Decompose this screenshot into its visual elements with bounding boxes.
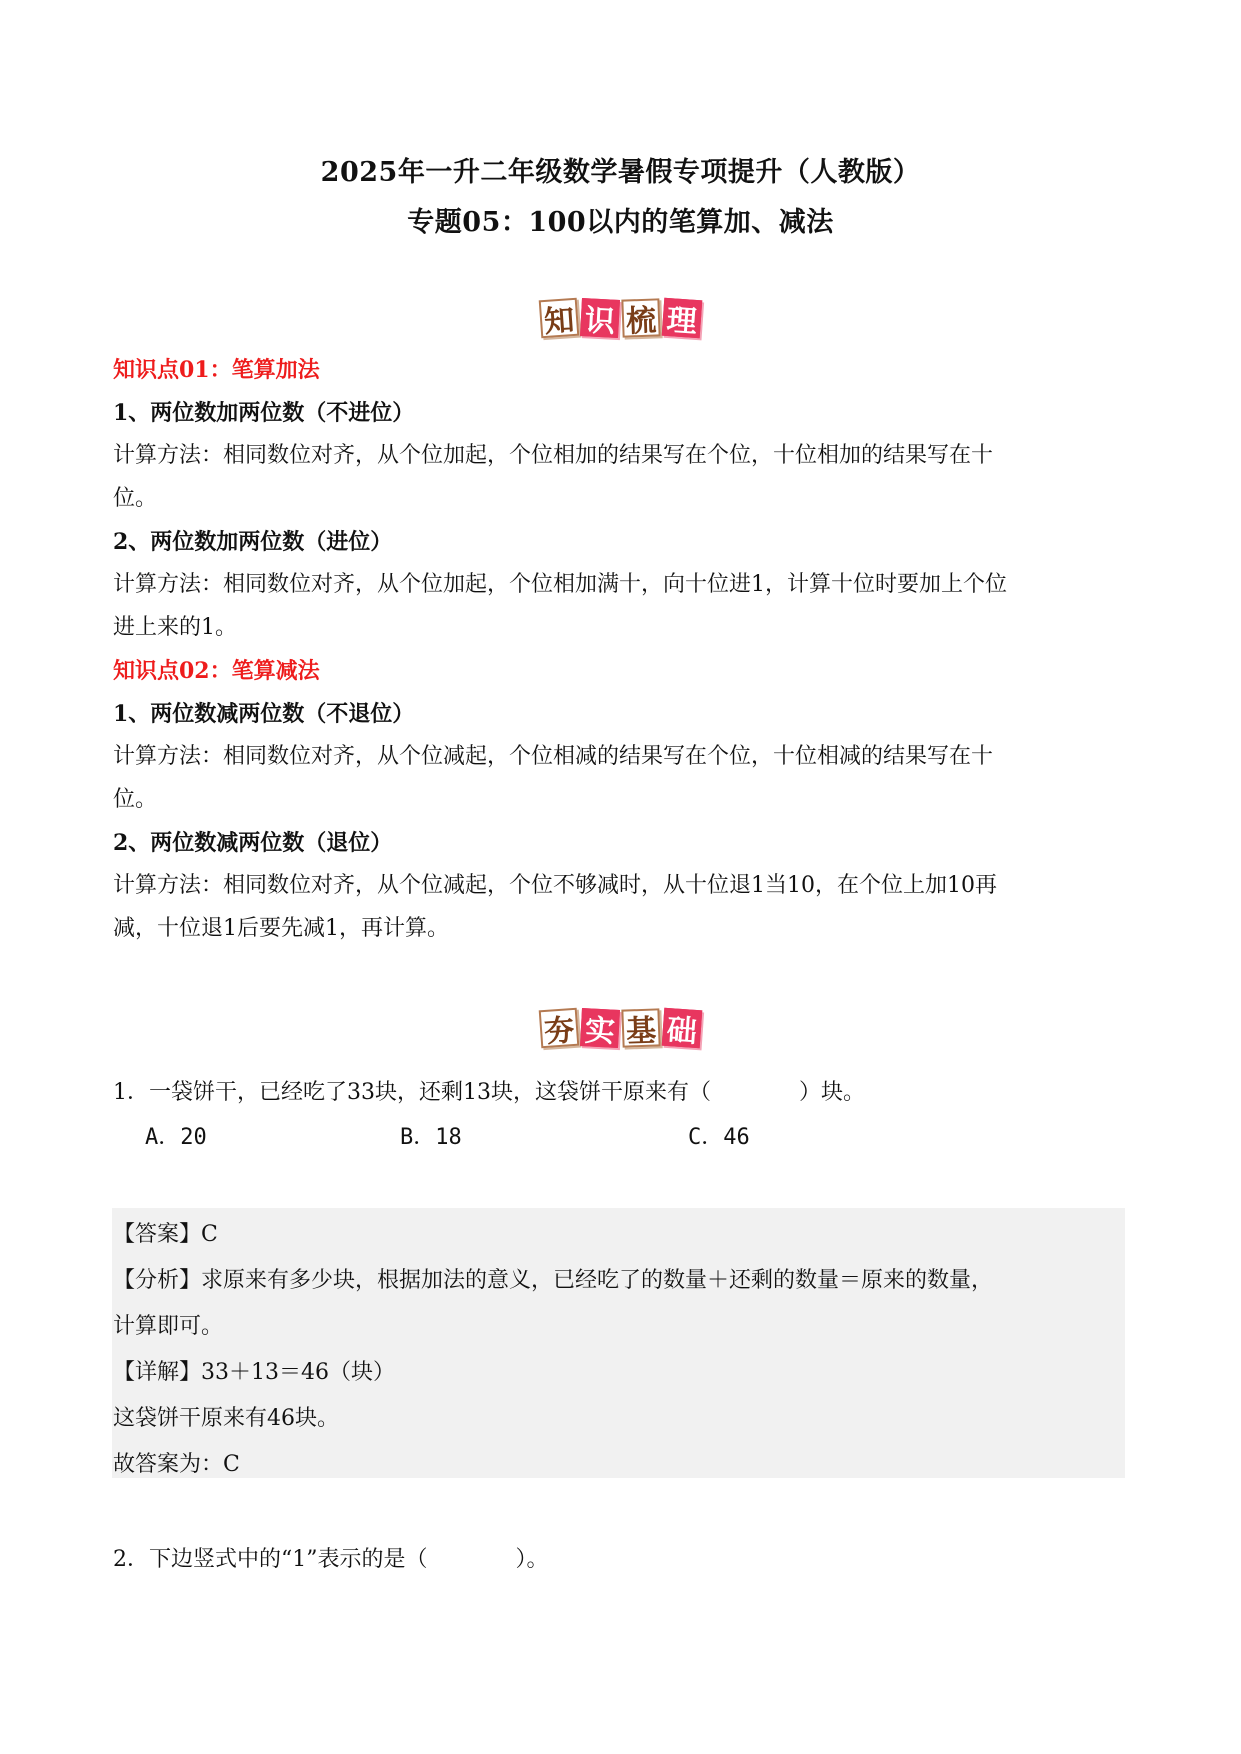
knowledge-point-heading: 知识点02：笔算减法 (113, 658, 320, 684)
answer-panel (112, 1208, 1125, 1478)
method-text: 位。 (113, 787, 158, 812)
knowledge-review-banner (540, 290, 701, 346)
method-text: 计算方法：相同数位对齐，从个位减起，个位相减的结果写在个位，十位相减的结果写在十 (113, 744, 994, 769)
method-text: 位。 (113, 486, 158, 511)
banner-char: 基 (621, 1008, 660, 1047)
method-text: 计算方法：相同数位对齐，从个位加起，个位相加满十，向十位进1，计算十位时要加上个位 (113, 572, 1008, 597)
detail-line: 【详解】33＋13＝46（块） (113, 1360, 395, 1385)
document-title: 2025年一升二年级数学暑假专项提升（人教版） (320, 157, 921, 188)
banner-char: 夯 (539, 1008, 580, 1049)
banner-char: 识 (580, 298, 620, 338)
banner-char: 础 (662, 1008, 703, 1049)
option-c: C．46 (688, 1125, 750, 1150)
conclusion-line: 故答案为：C (113, 1452, 240, 1477)
detail-line: 这袋饼干原来有46块。 (113, 1406, 339, 1431)
question-2-text: 2．下边竖式中的“1”表示的是（ ）。 (113, 1547, 549, 1572)
method-text: 计算方法：相同数位对齐，从个位减起，个位不够减时，从十位退1当10，在个位上加10再 (113, 873, 997, 898)
method-text: 计算方法：相同数位对齐，从个位加起，个位相加的结果写在个位，十位相加的结果写在十 (113, 443, 994, 468)
analysis-line: 计算即可。 (113, 1314, 224, 1339)
question-1-text: 1．一袋饼干，已经吃了33块，还剩13块，这袋饼干原来有（ ）块。 (113, 1080, 865, 1105)
section-heading: 1、两位数减两位数（不退位） (113, 701, 415, 727)
section-heading: 1、两位数加两位数（不进位） (113, 400, 415, 426)
banner-char: 理 (662, 298, 703, 339)
method-text: 进上来的1。 (113, 615, 237, 640)
option-a: A．20 (145, 1125, 207, 1150)
analysis-line: 【分析】求原来有多少块，根据加法的意义，已经吃了的数量＋还剩的数量＝原来的数量， (113, 1268, 994, 1293)
foundation-banner (540, 1000, 701, 1056)
document-subtitle: 专题05：100以内的笔算加、减法 (407, 207, 834, 238)
knowledge-point-heading: 知识点01：笔算加法 (113, 357, 320, 383)
section-heading: 2、两位数减两位数（退位） (113, 830, 393, 856)
option-b: B．18 (400, 1125, 462, 1150)
answer-line: 【答案】C (113, 1222, 218, 1247)
banner-char: 梳 (621, 298, 660, 337)
banner-char: 知 (539, 298, 580, 339)
banner-char: 实 (580, 1008, 620, 1048)
method-text: 减，十位退1后要先减1，再计算。 (113, 916, 449, 941)
section-heading: 2、两位数加两位数（进位） (113, 529, 393, 555)
